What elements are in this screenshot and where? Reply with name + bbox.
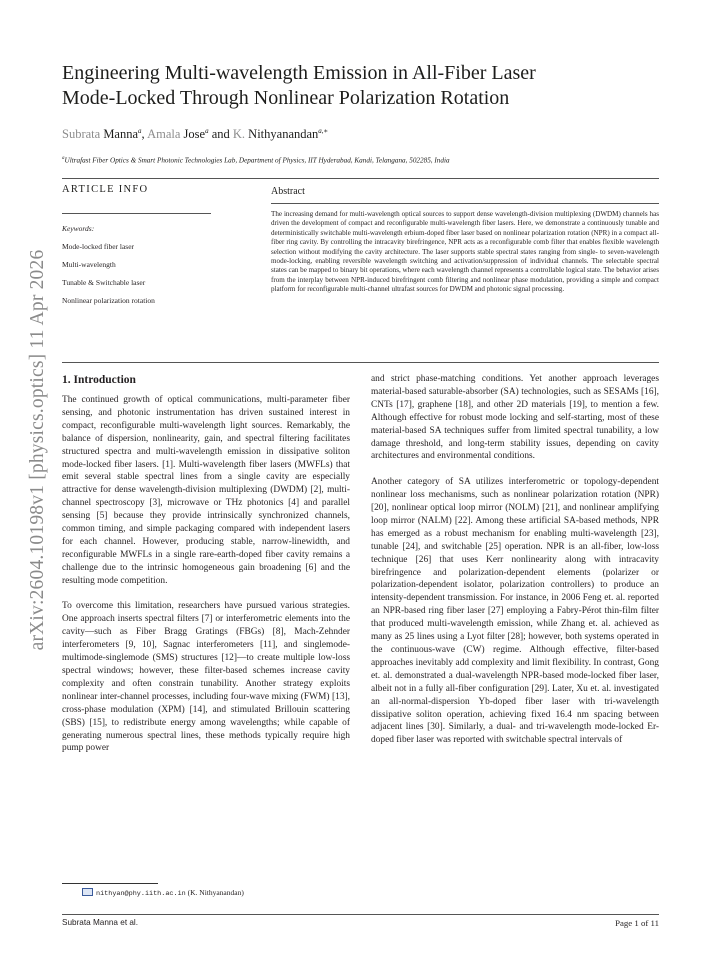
paragraph: To overcome this limitation, researchers have pursued various strategies. One approach inserts spectral filters [7] or interferometric elements into the cavity—such as Fiber Bragg Gratings (FBGs) [8], Mach-Zehnder interferometers [9, 10], Sagnac interferometers [11], and singlemode-multimode-singlemode (SMS) structures [12]—to create multiple low-loss spectral windows; however, these filter-based schemes increase cavity complexity and often constrain tunability. Another strategy exploits nonlinear inter-channel processes, including four-wave mixing (FWM) [13], cross-phase modulation (XPM) [14], and stimulated Brillouin scattering (SBS) [15], to redistribute energy among wavelengths; while capable of generating numerous spectral lines, these methods typically require high pump power	[62, 601, 350, 754]
author-last-name: Nithyanandan	[248, 127, 319, 142]
author-affil-mark: a	[138, 127, 142, 135]
footnote-rule	[62, 883, 158, 884]
author-list	[62, 127, 328, 142]
abstract-divider	[271, 203, 659, 204]
article-info-divider	[62, 213, 211, 214]
author-last-name: Jose	[183, 127, 206, 142]
footer-page-number: Page 1 of 11	[615, 918, 659, 928]
author-last-name: Manna	[103, 127, 139, 142]
arxiv-stamp: arXiv:2604.10198v1 [physics.optics] 11 Apr 2026	[27, 249, 48, 651]
keywords-block	[62, 224, 252, 314]
keywords-label: Keywords:	[62, 224, 95, 233]
title-line-1: Engineering Multi-wavelength Emission in All-Fiber Laser	[62, 62, 536, 84]
left-column	[62, 394, 350, 768]
affiliation-text: Ultrafast Fiber Optics & Smart Photonic Technologies Lab, Department of Physics, IIT Hyderabad, Kandi, Telangana, 502285, India	[64, 156, 450, 165]
footnote	[82, 887, 244, 898]
section-heading-introduction: 1. Introduction	[62, 374, 136, 386]
affiliation-mark: a	[62, 156, 65, 161]
abstract-text: The increasing demand for multi-wavelength optical sources to support dense wavelength-division multiplexing (DWDM) channels has driven the development of compact and reconfigurable multi-wavelength fiber lasers. Here, we demonstrate a continuously tunable and deterministically switchable multi-wavelength erbium-doped fiber laser based on nonlinear polarization rotation (NPR) in a compact all-fiber ring cavity. By controlling the intracavity birefringence, NPR acts as a reconfigurable comb filter that enables flexible wavelength selection without modifying the cavity architecture. The laser supports stable spectral states ranging from single- to seven-wavelength mode-locking, enabling reversible wavelength switching and activation/suppression of individual channels. The selectable spectral states can be mapped to binary bit operations, where each wavelength channel represents a controllable logical state. The behavior arises from the interplay between NPR-induced birefringent comb filtering and nonlinear phase modulation, providing a simple and compact platform for reconfigurable multi-channel ultrafast sources for DWDM and photonic signal processing.	[271, 210, 659, 294]
envelope-icon	[82, 888, 93, 896]
footnote-name: (K. Nithyanandan)	[185, 888, 244, 897]
paper-title	[62, 61, 662, 111]
footnote-email-link[interactable]: nithyan@phy.iith.ac.in	[96, 890, 186, 898]
author-first-name: Amala	[147, 127, 181, 142]
affiliation	[62, 156, 450, 164]
author-affil-mark: a	[205, 127, 209, 135]
paragraph: Another category of SA utilizes interferometric or topology-dependent nonlinear loss mechanisms, such as nonlinear polarization rotation (NPR) [20], nonlinear optical loop mirror (NOLM) [21], and nonlinear amplifying loop mirror (NALM) [22]. Among these artificial SA-based methods, NPR has emerged as a robust mechanism for enabling multi-wavelength [23], tunable [24], and switchable [25] operation. NPR is an all-fiber, low-loss technique [26] that uses Kerr nonlinearity along with intracavity birefringence and polarization-dependent elements (polarizer or polarization-dependent isolator, polarization controllers) to produce an intensity-dependent transmission. For instance, in 2006 Feng et. al. reported an NPR-based ring fiber laser [27] employing a Fabry-Pérot thin-film filter that produced multi-wavelength emission, while Zhang et. al. achieved as many as 25 lines using a Lyot filter [28]; however, both systems operated in the continuous-wave (CW) regime. Although effective, filter-based approaches inevitably add complexity and limit flexibility. In contrast, Gong et. al. demonstrated a dual-wavelength NPR-based mode-locked fiber laser, albeit not in a fully all-fiber configuration [29]. Later, Xu et. al. investigated an all-normal-dispersion Yb-doped fiber laser with tri-wavelength dissipative soliton operation, achieving fixed 16.4 nm spacing between adjacent lines [30]. Similarly, a dual- and tri-wavelength mode-locked Er-doped fiber laser was reported with switchable spectral intervals of	[371, 477, 659, 746]
author-affil-mark: a,∗	[318, 127, 329, 135]
footer-running-author: Subrata Manna et al.	[62, 918, 139, 927]
header-divider	[62, 178, 659, 179]
article-info-heading: ARTICLE INFO	[62, 184, 149, 195]
author-separator: ,	[141, 127, 148, 142]
keyword-item: Nonlinear polarization rotation	[62, 296, 155, 305]
keyword-item: Tunable & Switchable laser	[62, 278, 146, 287]
author-first-name: Subrata	[62, 127, 101, 142]
abstract-heading: Abstract	[271, 186, 305, 197]
abstract-bottom-divider	[62, 362, 659, 363]
author-first-name: K.	[232, 127, 246, 142]
right-column	[371, 373, 659, 760]
author-separator: and	[208, 127, 233, 142]
paragraph: The continued growth of optical communications, multi-parameter fiber sensing, and photonic instrumentation has driven sustained interest in compact, reconfigurable multi-wavelength light sources. Remarkably, the balance of dispersion, nonlinearity, gain, and spectral filtering facilitates structured spectra and multi-wavelength emission in dissipative soliton mode-locked fiber lasers. [1]. Multi-wavelength fiber lasers (MWFLs) that emit several stable spectral lines from a single cavity are especially attractive for dense wavelength-division multiplexing (DWDM) [2], multi-channel spectroscopy [3], microwave or THz photonics [4] and parallel sensing [5] because they provide intrinsically synchronized channels, common timing, and simple packaging compared with independent lasers for each channel. However, producing stable, narrow-linewidth, and reconfigurable MWFLs in a single rare-earth-doped fiber cavity remains a challenge due to the intrinsic homogeneous gain broadening [6] and the resulting mode competition.	[62, 395, 350, 586]
title-line-2: Mode-Locked Through Nonlinear Polarization Rotation	[62, 87, 510, 109]
paragraph: and strict phase-matching conditions. Yet another approach leverages material-based saturable-absorber (SA) technologies, such as SESAMs [16], CNTs [17], graphene [18], and other 2D materials [19], to mention a few. Although effective for robust mode locking and self-starting, most of these material-based SA techniques suffer from limited spectral tunability, a low damage threshold, and long-term stability issues, depending on cavity architectures and environmental conditions.	[371, 374, 659, 462]
keyword-item: Multi-wavelength	[62, 260, 116, 269]
keyword-item: Mode-locked fiber laser	[62, 242, 135, 251]
footer-divider	[62, 914, 659, 915]
